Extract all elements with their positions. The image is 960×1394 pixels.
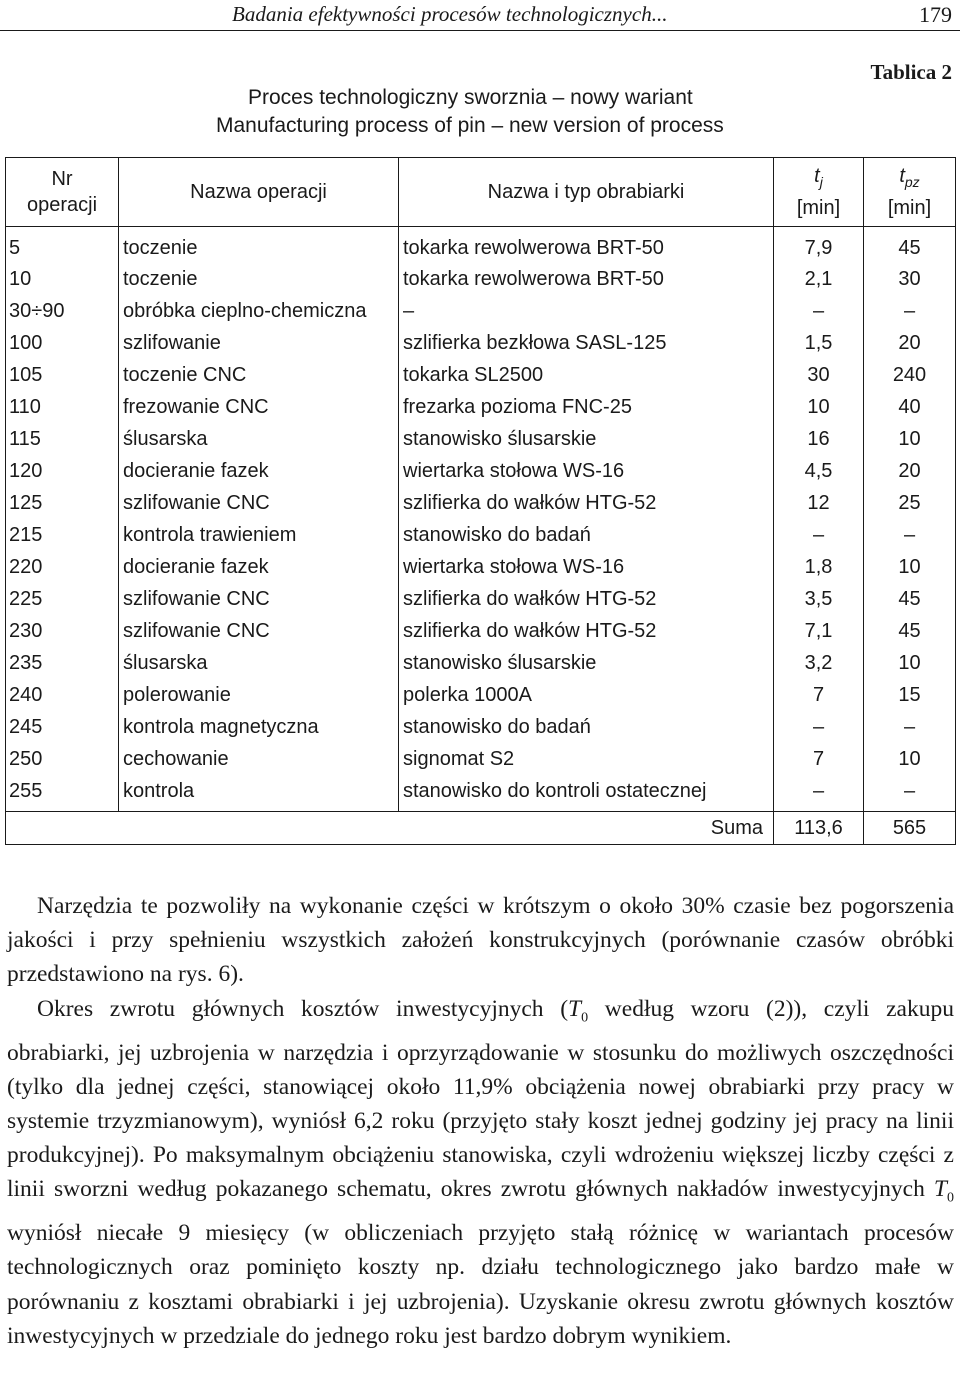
- cell-tj: –: [774, 775, 864, 812]
- paragraph-2-part-c: wyniósł niecałe 9 miesięcy (w obliczeniach przyjęto stałą różnicę w wariantach procesów technologicznych oraz pominięto koszty np. działu technologicznego jako bardzo małe w porównaniu z kosztami obrabiarki i jej uzbrojenia). Uzyskanie okresu zwrotu głównych kosztów inwestycyjnych w przedziale do jednego roku jest bardzo dobrym wynikiem.: [7, 1220, 954, 1349]
- cell-nr: 5: [6, 227, 119, 264]
- cell-tpz: 10: [864, 647, 956, 679]
- table-head: [6, 158, 956, 227]
- running-head: Badania efektywności procesów technologicznych...: [232, 2, 668, 26]
- header-tj-symbol: t: [814, 165, 820, 187]
- table-row: [6, 743, 956, 775]
- cell-machine: szlifierka bezkłowa SASL-125: [399, 327, 774, 359]
- cell-operation: docieranie fazek: [119, 455, 399, 487]
- header-nr-line2: operacji: [26, 194, 98, 216]
- t0-subscript-2: 0: [947, 1191, 954, 1206]
- cell-tpz: 25: [864, 487, 956, 519]
- cell-operation: toczenie: [119, 263, 399, 295]
- cell-tj: –: [774, 295, 864, 327]
- cell-tpz: 45: [864, 227, 956, 264]
- cell-operation: szlifowanie: [119, 327, 399, 359]
- header-nr: [6, 158, 119, 227]
- cell-nr: 215: [6, 519, 119, 551]
- cell-tpz: 40: [864, 391, 956, 423]
- paragraph-2-part-b: według wzoru (2)), czyli zakupu obrabiarki, jej uzbrojenia w narzędzia i oprzyrządowanie w stosunku do możliwych oszczędności (tylko dla jednej części, stanowiącej około 11,9% obciążenia nowej obrabiarki przy pracy w systemie trzyzmianowym), wyniósł 6,2 roku (przyjęto stały koszt jednej godziny jej pracy na linii produkcyjnej). Po maksymalnym obciążeniu stanowiska, czyli wdrożeniu większej liczby części z linii sworzni według pokazanego schematu, okres zwrotu głównych nakładów inwestycyjnych: [7, 995, 954, 1203]
- table-row: [6, 519, 956, 551]
- cell-tpz: 45: [864, 583, 956, 615]
- table-row: [6, 227, 956, 264]
- cell-tj: 30: [774, 359, 864, 391]
- cell-machine: stanowisko do kontroli ostatecznej: [399, 775, 774, 812]
- cell-nr: 10: [6, 263, 119, 295]
- cell-nr: 230: [6, 615, 119, 647]
- table-row: [6, 711, 956, 743]
- cell-tpz: 20: [864, 455, 956, 487]
- cell-tpz: –: [864, 711, 956, 743]
- cell-nr: 115: [6, 423, 119, 455]
- table-row: [6, 263, 956, 295]
- cell-machine: tokarka rewolwerowa BRT-50: [399, 263, 774, 295]
- cell-machine: wiertarka stołowa WS-16: [399, 455, 774, 487]
- table-row: [6, 775, 956, 812]
- table-row: [6, 487, 956, 519]
- cell-tpz: 10: [864, 423, 956, 455]
- table-row: [6, 647, 956, 679]
- header-tpz: [864, 158, 956, 227]
- cell-operation: szlifowanie CNC: [119, 487, 399, 519]
- header-tj-unit: [min]: [796, 197, 841, 219]
- cell-operation: szlifowanie CNC: [119, 583, 399, 615]
- paragraph-1: Narzędzia te pozwoliły na wykonanie części w krótszym o około 30% czasie bez pogorszenia jakości i przy spełnieniu wszystkich założeń konstrukcyjnych (porównanie czasów obróbki przedstawiono na rys. 6).: [7, 893, 954, 988]
- cell-tpz: 45: [864, 615, 956, 647]
- sum-label: Suma: [6, 812, 774, 845]
- cell-machine: szlifierka do wałków HTG-52: [399, 487, 774, 519]
- cell-tj: –: [774, 711, 864, 743]
- cell-operation: obróbka cieplno-chemiczna: [119, 295, 399, 327]
- cell-tj: 1,8: [774, 551, 864, 583]
- table-row: [6, 295, 956, 327]
- cell-nr: 240: [6, 679, 119, 711]
- table-row: [6, 391, 956, 423]
- page-header: [0, 0, 960, 31]
- header-tpz-sub: pz: [904, 174, 920, 190]
- cell-tj: 1,5: [774, 327, 864, 359]
- cell-operation: cechowanie: [119, 743, 399, 775]
- cell-machine: tokarka rewolwerowa BRT-50: [399, 227, 774, 264]
- cell-machine: wiertarka stołowa WS-16: [399, 551, 774, 583]
- page-number: 179: [919, 2, 952, 27]
- cell-machine: stanowisko do badań: [399, 519, 774, 551]
- table-caption-english: Manufacturing process of pin – new version of process: [216, 114, 724, 137]
- sum-tj: 113,6: [774, 812, 864, 845]
- table-row: [6, 359, 956, 391]
- paragraph-2-part-a: Okres zwrotu głównych kosztów inwestycyjnych (: [37, 995, 569, 1022]
- cell-operation: toczenie CNC: [119, 359, 399, 391]
- paragraph-2: [7, 992, 954, 1353]
- cell-tj: 7,9: [774, 227, 864, 264]
- table-row: [6, 327, 956, 359]
- table-row: [6, 583, 956, 615]
- cell-tj: 7,1: [774, 615, 864, 647]
- cell-machine: –: [399, 295, 774, 327]
- cell-tj: 16: [774, 423, 864, 455]
- table-caption-polish: Proces technologiczny sworznia – nowy wariant: [248, 86, 693, 109]
- header-tpz-symbol: t: [899, 165, 905, 187]
- cell-machine: stanowisko ślusarskie: [399, 647, 774, 679]
- table-label: Tablica 2: [870, 60, 952, 84]
- t0-symbol: T: [568, 995, 582, 1022]
- cell-nr: 105: [6, 359, 119, 391]
- header-row: [6, 158, 956, 227]
- cell-tpz: 15: [864, 679, 956, 711]
- cell-tpz: 30: [864, 263, 956, 295]
- cell-nr: 245: [6, 711, 119, 743]
- cell-tj: 7: [774, 743, 864, 775]
- cell-nr: 100: [6, 327, 119, 359]
- body-text: [7, 889, 954, 1353]
- cell-machine: stanowisko do badań: [399, 711, 774, 743]
- cell-operation: docieranie fazek: [119, 551, 399, 583]
- cell-operation: szlifowanie CNC: [119, 615, 399, 647]
- header-tj-sub: j: [819, 174, 823, 190]
- header-nr-line1: Nr: [51, 168, 73, 190]
- cell-nr: 110: [6, 391, 119, 423]
- cell-nr: 30÷90: [6, 295, 119, 327]
- cell-tpz: 240: [864, 359, 956, 391]
- cell-nr: 220: [6, 551, 119, 583]
- header-tj: [774, 158, 864, 227]
- cell-machine: signomat S2: [399, 743, 774, 775]
- cell-operation: kontrola trawieniem: [119, 519, 399, 551]
- cell-operation: polerowanie: [119, 679, 399, 711]
- table-body: [6, 227, 956, 812]
- cell-tj: 7: [774, 679, 864, 711]
- cell-tj: 3,5: [774, 583, 864, 615]
- sum-row: [6, 812, 956, 845]
- cell-tpz: –: [864, 295, 956, 327]
- cell-nr: 125: [6, 487, 119, 519]
- cell-operation: kontrola: [119, 775, 399, 812]
- cell-operation: frezowanie CNC: [119, 391, 399, 423]
- cell-nr: 120: [6, 455, 119, 487]
- cell-operation: toczenie: [119, 227, 399, 264]
- cell-tpz: 10: [864, 743, 956, 775]
- table-row: [6, 615, 956, 647]
- cell-tpz: –: [864, 519, 956, 551]
- cell-tj: 4,5: [774, 455, 864, 487]
- cell-tpz: 20: [864, 327, 956, 359]
- table-foot: [6, 812, 956, 845]
- t0-symbol-2: T: [933, 1176, 947, 1203]
- cell-nr: 255: [6, 775, 119, 812]
- cell-tj: 10: [774, 391, 864, 423]
- cell-tj: 3,2: [774, 647, 864, 679]
- cell-tpz: –: [864, 775, 956, 812]
- cell-machine: polerka 1000A: [399, 679, 774, 711]
- sum-tpz: 565: [864, 812, 956, 845]
- cell-tpz: 10: [864, 551, 956, 583]
- table-row: [6, 551, 956, 583]
- table-row: [6, 679, 956, 711]
- header-machine: Nazwa i typ obrabiarki: [399, 158, 774, 227]
- cell-nr: 235: [6, 647, 119, 679]
- cell-nr: 250: [6, 743, 119, 775]
- table-row: [6, 423, 956, 455]
- cell-machine: frezarka pozioma FNC-25: [399, 391, 774, 423]
- cell-tj: 12: [774, 487, 864, 519]
- cell-tj: 2,1: [774, 263, 864, 295]
- cell-operation: ślusarska: [119, 647, 399, 679]
- cell-operation: kontrola magnetyczna: [119, 711, 399, 743]
- cell-machine: stanowisko ślusarskie: [399, 423, 774, 455]
- table-row: [6, 455, 956, 487]
- cell-machine: szlifierka do wałków HTG-52: [399, 583, 774, 615]
- process-table: [5, 157, 956, 845]
- cell-machine: szlifierka do wałków HTG-52: [399, 615, 774, 647]
- header-operation: Nazwa operacji: [119, 158, 399, 227]
- cell-operation: ślusarska: [119, 423, 399, 455]
- cell-nr: 225: [6, 583, 119, 615]
- header-tpz-unit: [min]: [887, 197, 932, 219]
- cell-tj: –: [774, 519, 864, 551]
- cell-machine: tokarka SL2500: [399, 359, 774, 391]
- t0-subscript: 0: [581, 1010, 589, 1026]
